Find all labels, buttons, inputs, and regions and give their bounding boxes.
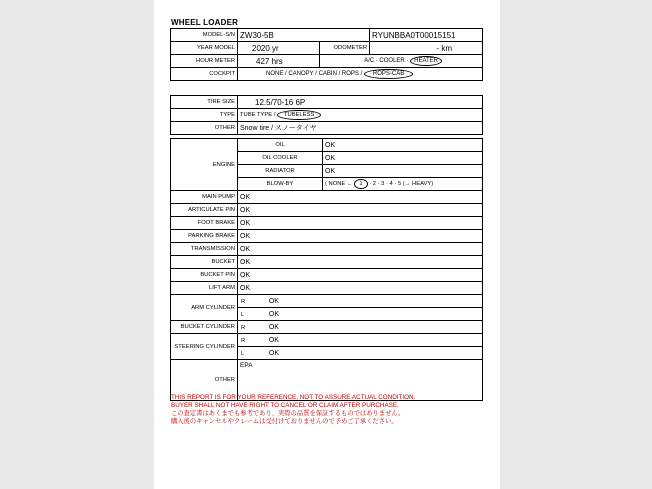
check-value: OK bbox=[238, 256, 483, 269]
check-row bbox=[171, 269, 483, 282]
engine-blowby-scale bbox=[323, 178, 483, 191]
steering-cylinder-label: STEERING CYLINDER bbox=[171, 334, 238, 360]
engine-oil-value: OK bbox=[323, 139, 483, 152]
other-notes-label: OTHER bbox=[171, 360, 238, 401]
tire-size-label: TIRE SIZE bbox=[171, 96, 238, 109]
tire-size-value: 12.5/70-16 6P bbox=[238, 96, 483, 109]
arm-cylinder-label: ARM CYLINDER bbox=[171, 295, 238, 321]
ac-options bbox=[320, 55, 483, 68]
arm-cylinder-l-value: OK bbox=[268, 310, 280, 318]
engine-blowby-label: BLOW-BY bbox=[238, 178, 323, 191]
model-value: ZW30-5B bbox=[238, 29, 370, 42]
check-row bbox=[171, 191, 483, 204]
engine-radiator-value: OK bbox=[323, 165, 483, 178]
engine-radiator-label: RADIATOR bbox=[238, 165, 323, 178]
arm-cylinder-r bbox=[238, 295, 483, 308]
odometer-label: ODOMETER bbox=[320, 42, 370, 55]
check-value: OK bbox=[238, 282, 483, 295]
steering-cylinder-l-value: OK bbox=[268, 349, 280, 357]
check-value: OK bbox=[238, 269, 483, 282]
serial-value: RYUNBBA0T00015151 bbox=[370, 29, 483, 42]
check-label: FOOT BRAKE bbox=[171, 217, 238, 230]
inspection-table bbox=[170, 138, 483, 401]
check-row bbox=[171, 243, 483, 256]
check-value: OK bbox=[238, 191, 483, 204]
steering-cylinder-r bbox=[238, 334, 483, 347]
arm-cylinder-l bbox=[238, 308, 483, 321]
hour-value: 427 hrs bbox=[238, 55, 320, 68]
tire-table bbox=[170, 95, 483, 135]
bucket-cylinder-r-value: OK bbox=[268, 323, 279, 331]
blowby-left-text: ( NONE ← bbox=[325, 181, 353, 187]
cockpit-options bbox=[238, 68, 483, 81]
disclaimer bbox=[171, 394, 491, 426]
cockpit-row bbox=[171, 68, 483, 81]
steering-cylinder-r-value: OK bbox=[268, 336, 279, 344]
bucket-cylinder-row bbox=[171, 321, 483, 334]
check-value: OK bbox=[238, 217, 483, 230]
odometer-value: - km bbox=[370, 42, 483, 55]
engine-cooler-label: OIL COOLER bbox=[238, 152, 323, 165]
steering-cylinder-r-row bbox=[171, 334, 483, 347]
tire-type-options bbox=[238, 109, 483, 122]
year-row bbox=[171, 42, 483, 55]
check-row bbox=[171, 256, 483, 269]
check-label: PARKING BRAKE bbox=[171, 230, 238, 243]
tire-size-row bbox=[171, 96, 483, 109]
bucket-cylinder-label: BUCKET CYLINDER bbox=[171, 321, 238, 334]
check-label: MAIN PUMP bbox=[171, 191, 238, 204]
hour-row bbox=[171, 55, 483, 68]
disclaimer-line: 購入後のキャンセルやクレームは受付けておりませんので予めご了承ください。 bbox=[171, 418, 398, 425]
arm-cylinder-r-value: OK bbox=[268, 297, 279, 305]
year-value: 2020 yr bbox=[238, 42, 320, 55]
engine-cooler-value: OK bbox=[323, 152, 483, 165]
bucket-cylinder-r-side: R bbox=[241, 324, 246, 331]
steering-cylinder-l bbox=[238, 347, 483, 360]
model-row bbox=[171, 29, 483, 42]
tire-type-selected: TUBELESS bbox=[277, 110, 321, 120]
check-value: OK bbox=[238, 230, 483, 243]
disclaimer-line: この査定書はあくまでも参考であり、実際の品質を保証するものではありません。 bbox=[171, 410, 405, 417]
engine-oil-row bbox=[171, 139, 483, 152]
check-label: ARTICULATE PIN bbox=[171, 204, 238, 217]
ac-options-text: A/C · COOLER · bbox=[364, 58, 409, 64]
model-label: MODEL-S/N bbox=[171, 29, 238, 42]
check-value: OK bbox=[238, 243, 483, 256]
check-label: LIFT ARM bbox=[171, 282, 238, 295]
blowby-selected: 1 bbox=[354, 179, 367, 189]
tire-other-label: OTHER bbox=[171, 122, 238, 135]
blowby-right-text: · 2 · 3 · 4 · 5 (→ HEAVY) bbox=[369, 181, 434, 187]
check-label: TRANSMISSION bbox=[171, 243, 238, 256]
cockpit-selected: ROPS-CAB bbox=[364, 69, 413, 79]
check-label: BUCKET PIN bbox=[171, 269, 238, 282]
bucket-cylinder-r bbox=[238, 321, 483, 334]
tire-type-option-tube: TUBE TYPE / bbox=[240, 112, 276, 118]
engine-label: ENGINE bbox=[171, 139, 238, 191]
check-row bbox=[171, 230, 483, 243]
report-title: WHEEL LOADER bbox=[171, 18, 239, 27]
check-row bbox=[171, 217, 483, 230]
check-value: OK bbox=[238, 204, 483, 217]
tire-other-row bbox=[171, 122, 483, 135]
tire-type-row bbox=[171, 109, 483, 122]
year-label: YEAR MODEL bbox=[171, 42, 238, 55]
arm-cylinder-r-row bbox=[171, 295, 483, 308]
disclaimer-line: THIS REPORT IS FOR YOUR REFERENCE, NOT TO ASSURE ACTUAL CONDITION. bbox=[171, 394, 416, 401]
disclaimer-line: BUYER SHALL NOT HAVE RIGHT TO CANCEL OR CLAIM AFTER PURCHASE. bbox=[171, 402, 399, 409]
machine-info-table bbox=[170, 28, 483, 81]
steering-cylinder-l-side: L bbox=[241, 350, 245, 357]
engine-oil-label: OIL bbox=[238, 139, 323, 152]
cockpit-options-text: NONE / CANOPY / CABIN / ROPS / bbox=[266, 71, 363, 77]
other-notes-value: EPA bbox=[238, 360, 483, 401]
tire-other-value: Snow tire / スノータイヤ bbox=[238, 122, 483, 135]
check-label: BUCKET bbox=[171, 256, 238, 269]
arm-cylinder-l-side: L bbox=[241, 311, 245, 318]
check-row bbox=[171, 282, 483, 295]
arm-cylinder-r-side: R bbox=[241, 298, 246, 305]
hour-label: HOUR METER bbox=[171, 55, 238, 68]
ac-selected-heater: HEATER bbox=[410, 56, 442, 66]
steering-cylinder-r-side: R bbox=[241, 337, 246, 344]
cockpit-label: COCKPIT bbox=[171, 68, 238, 81]
check-row bbox=[171, 204, 483, 217]
tire-type-label: TYPE bbox=[171, 109, 238, 122]
